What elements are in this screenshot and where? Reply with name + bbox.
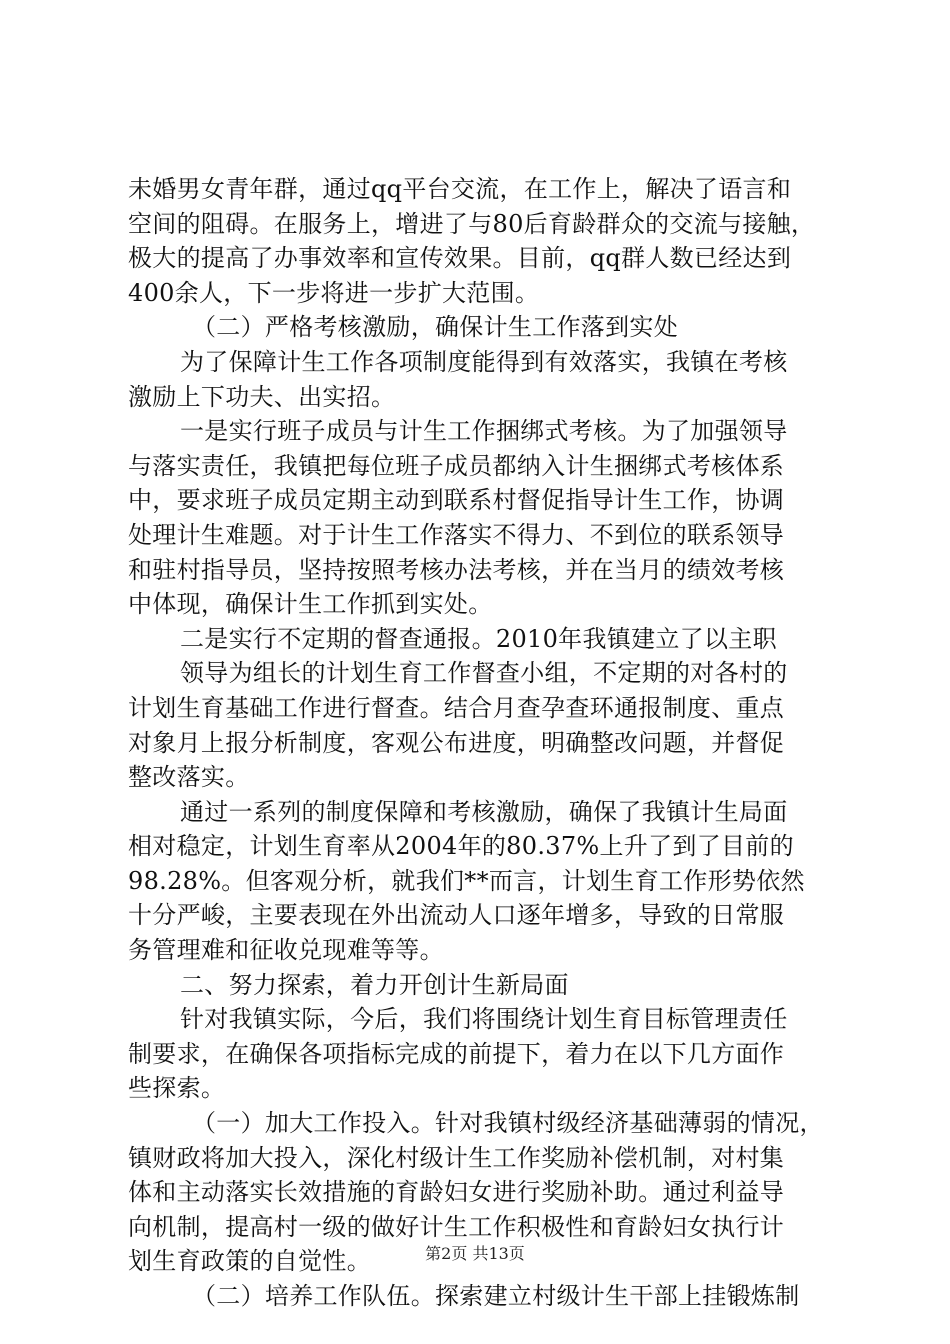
text-line: 一是实行班子成员与计生工作捆绑式考核。为了加强领导 [180, 417, 788, 446]
text-line: 计划生育基础工作进行督查。结合月查孕查环通报制度、重点 [128, 693, 785, 722]
text-line: 400余人，下一步将进一步扩大范围。 [128, 278, 540, 307]
text-line: 中体现，确保计生工作抓到实处。 [128, 590, 493, 619]
text-line: 针对我镇实际，今后，我们将围绕计划生育目标管理责任 [180, 1005, 788, 1034]
text-line: 相对稳定，计划生育率从2004年的80.37%上升了到了目前的 [128, 832, 794, 861]
text-line: 和驻村指导员，坚持按照考核办法考核，并在当月的绩效考核 [128, 555, 785, 584]
text-line: （一）加大工作投入。针对我镇村级经济基础薄弱的情况， [192, 1109, 824, 1138]
text-line: 与落实责任，我镇把每位班子成员都纳入计生捆绑式考核体系 [128, 451, 785, 480]
page-indicator: 第2页 共13页 [425, 1244, 525, 1263]
text-line: 激励上下功夫、出实招。 [128, 382, 396, 411]
text-line: 中，要求班子成员定期主动到联系村督促指导计生工作，协调 [128, 486, 785, 515]
text-line: 镇财政将加大投入，深化村级计生工作奖励补偿机制，对村集 [128, 1143, 785, 1172]
text-line: 未婚男女青年群，通过qq平台交流，在工作上，解决了语言和 [128, 175, 792, 203]
text-line: 通过一系列的制度保障和考核激励，确保了我镇计生局面 [180, 797, 788, 826]
text-line: 务管理难和征收兑现难等等。 [128, 936, 444, 965]
text-line: 向机制，提高村一级的做好计生工作积极性和育龄妇女执行计 [128, 1212, 785, 1241]
text-line: 领导为组长的计划生育工作督查小组，不定期的对各村的 [180, 659, 788, 688]
text-line: 整改落实。 [128, 763, 250, 792]
text-line: 十分严峻，主要表现在外出流动人口逐年增多，导致的日常服 [128, 901, 785, 930]
text-line: 极大的提高了办事效率和宣传效果。目前，qq群人数已经达到 [128, 244, 792, 273]
section-heading: 二、努力探索，着力开创计生新局面 [180, 970, 569, 999]
text-line: 处理计生难题。对于计生工作落实不得力、不到位的联系领导 [128, 520, 785, 549]
text-line: 98.28%。但客观分析，就我们**而言，计划生育工作形势依然 [128, 866, 805, 895]
text-line: 为了保障计生工作各项制度能得到有效落实，我镇在考核 [180, 347, 788, 376]
text-line: 对象月上报分析制度，客观公布进度，明确整改问题，并督促 [128, 728, 785, 757]
text-line: 体和主动落实长效措施的育龄妇女进行奖励补助。通过利益导 [128, 1178, 785, 1207]
text-line: 空间的阻碍。在服务上，增进了与80后育龄群众的交流与接触， [128, 209, 816, 238]
text-line: 划生育政策的自觉性。 [128, 1247, 371, 1276]
section-heading: （二）严格考核激励，确保计生工作落到实处 [192, 313, 678, 342]
text-line: 二是实行不定期的督查通报。2010年我镇建立了以主职 [180, 624, 777, 653]
text-line: （二）培养工作队伍。探索建立村级计生干部上挂锻炼制 [192, 1282, 800, 1310]
text-line: 制要求，在确保各项指标完成的前提下，着力在以下几方面作 [128, 1039, 785, 1068]
text-line: 些探索。 [128, 1074, 226, 1103]
document-body [128, 172, 828, 1314]
